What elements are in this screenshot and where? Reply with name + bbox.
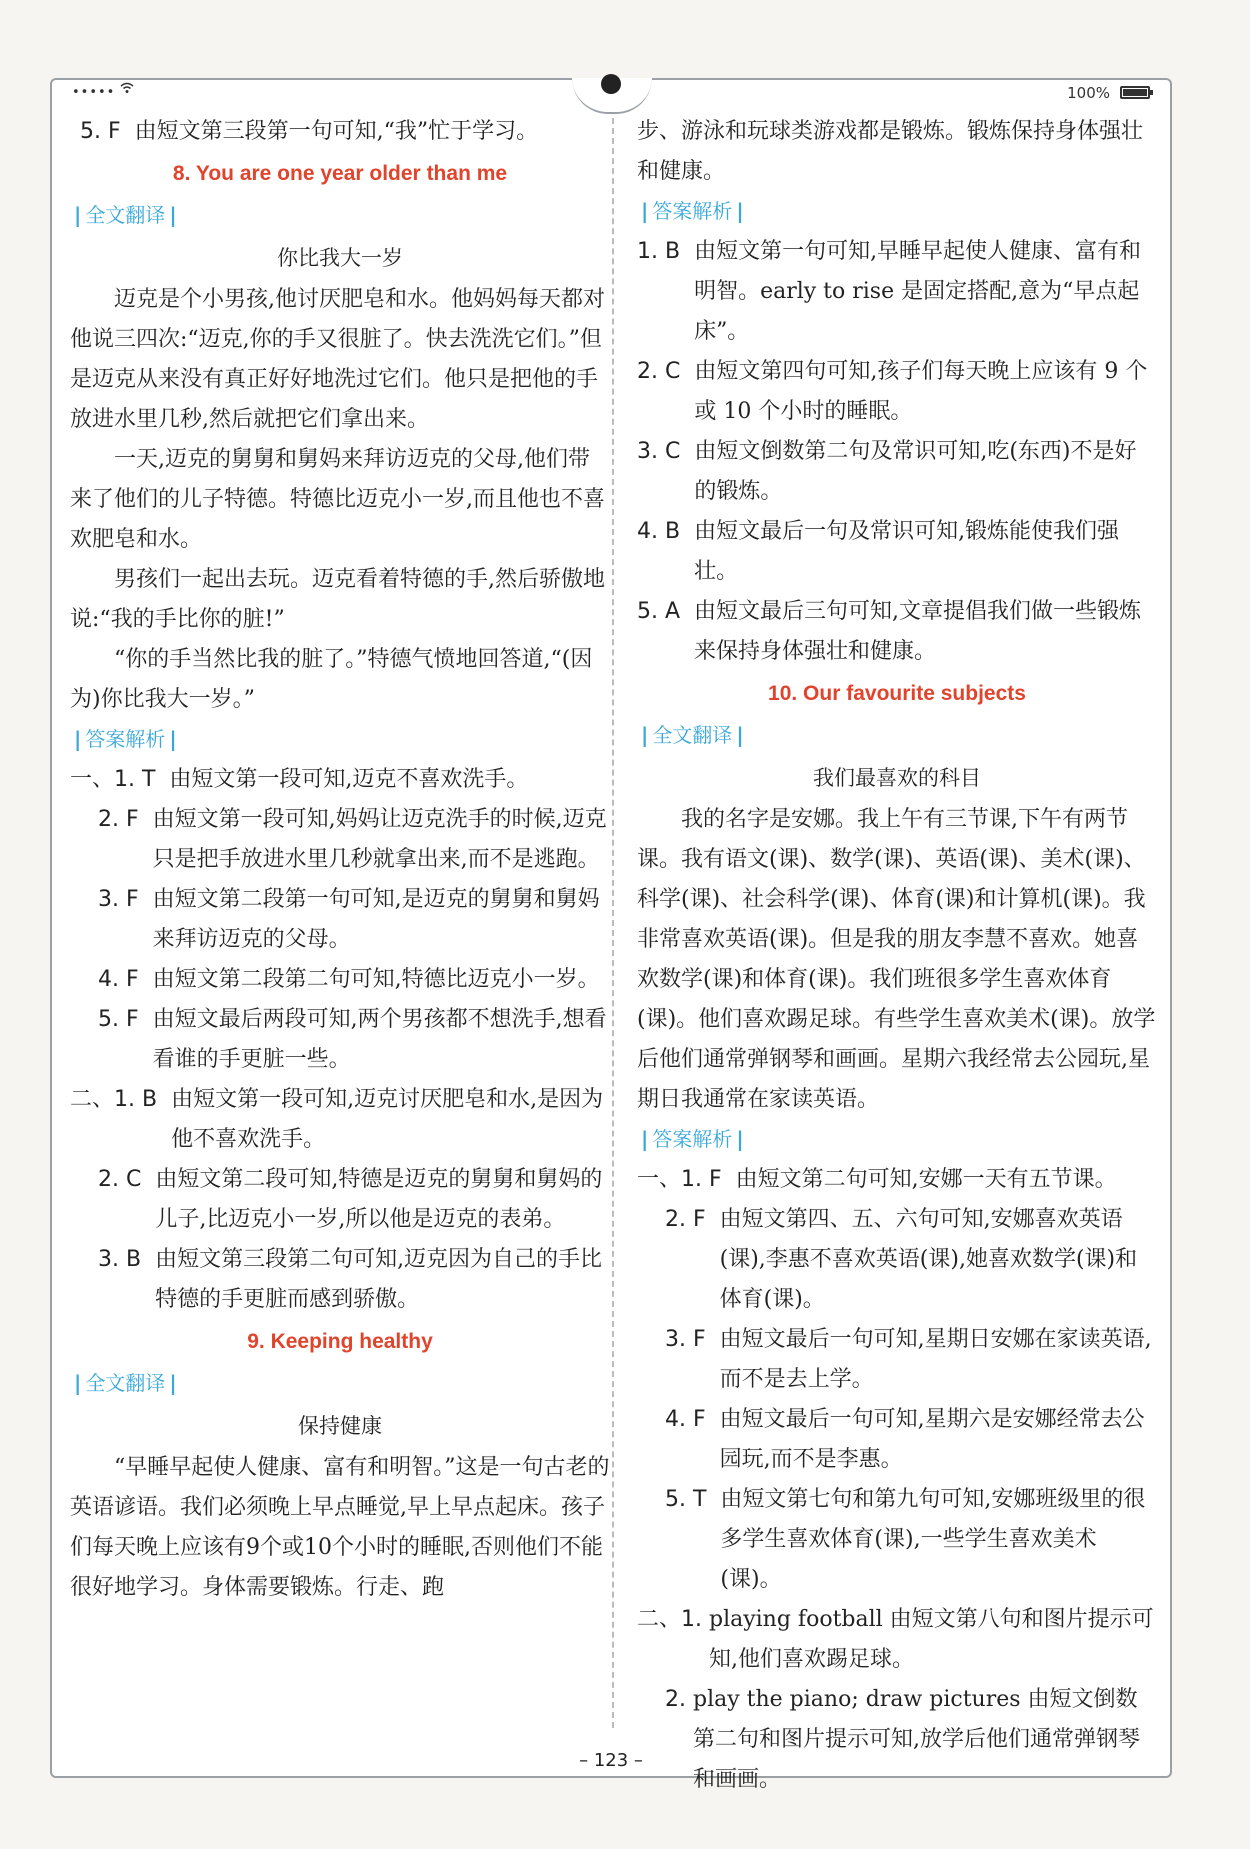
answer-key: 5. F <box>98 1007 153 1032</box>
answer-item <box>637 432 1157 512</box>
answer-item <box>70 960 610 1000</box>
answer-text: 由短文第一句可知,早睡早起使人健康、富有和明智。early to rise 是固定搭配,意为“早点起床”。 <box>694 239 1142 344</box>
answer-text: 由短文最后三句可知,文章提倡我们做一些锻炼来保持身体强壮和健康。 <box>694 599 1142 664</box>
answer-text: 由短文第二段可知,特德是迈克的舅舅和舅妈的儿子,比迈克小一岁,所以他是迈克的表弟。 <box>155 1167 603 1232</box>
answer-key: 4. F <box>665 1407 720 1432</box>
page-frame <box>50 78 1172 1792</box>
answer-item <box>637 1600 1157 1680</box>
answer-text: 由短文第四、五、六句可知,安娜喜欢英语(课),李惠不喜欢英语(课),她喜欢数学(课)和体育(课)。 <box>719 1207 1138 1312</box>
paragraph: 迈克是个小男孩,他讨厌肥皂和水。他妈妈每天都对他说三四次:“迈克,你的手又很脏了。快去洗洗它们。”但是迈克从来没有真正好好地洗过它们。他只是把他的手放进水里几秒,然后就把它们拿出来。 <box>70 287 605 432</box>
section-title-cn: 你比我大一岁 <box>277 246 403 270</box>
answer-key: 2. <box>665 1687 693 1712</box>
answer-item <box>637 592 1157 672</box>
page-number: – 123 – <box>579 1750 643 1771</box>
paragraph: 步、游泳和玩球类游戏都是锻炼。锻炼保持身体强壮和健康。 <box>637 119 1144 184</box>
battery-percentage: 100% <box>1067 84 1110 102</box>
answer-text: play the piano; draw pictures 由短文倒数第二句和图片提示可知,放学后他们通常弹钢琴和画画。 <box>692 1687 1140 1792</box>
answer-key: 二、1. <box>637 1607 709 1632</box>
answer-key: 1. B <box>637 239 695 264</box>
answer-item <box>70 880 610 960</box>
answer-item <box>637 1320 1157 1400</box>
answer-item <box>637 1680 1157 1800</box>
right-column <box>637 112 1157 1800</box>
status-bar <box>52 80 1170 108</box>
paragraph: 男孩们一起出去玩。迈克看着特德的手,然后骄傲地说:“我的手比你的脏!” <box>70 567 605 632</box>
section-title-en: 8. You are one year older than me <box>172 162 508 185</box>
answer-item <box>70 1160 610 1240</box>
section-title-cn: 保持健康 <box>298 1414 382 1438</box>
answer-key: 4. F <box>98 967 153 992</box>
section-title-cn: 我们最喜欢的科目 <box>813 766 981 790</box>
answer-text: 由短文第三段第一句可知,“我”忙于学习。 <box>134 119 539 144</box>
answer-text: 由短文第三段第二句可知,迈克因为自己的手比特德的手更脏而感到骄傲。 <box>155 1247 603 1312</box>
answer-item <box>70 1080 610 1160</box>
answer-key: 3. F <box>665 1327 720 1352</box>
answer-item <box>637 232 1157 352</box>
answer-text: 由短文第四句可知,孩子们每天晚上应该有 9 个或 10 个小时的睡眠。 <box>694 359 1148 424</box>
answer-text: 由短文第一段可知,迈克讨厌肥皂和水,是因为他不喜欢洗手。 <box>171 1087 604 1152</box>
answer-key: 2. F <box>665 1207 720 1232</box>
left-column <box>70 112 610 1608</box>
answer-key: 3. B <box>98 1247 156 1272</box>
answer-item <box>637 1160 1157 1200</box>
answer-key: 5. A <box>637 599 695 624</box>
answer-key: 一、1. T <box>70 767 170 792</box>
answer-key: 2. C <box>637 359 695 384</box>
answers-tag: | 答案解析 | <box>641 1127 744 1151</box>
answer-item <box>70 760 610 800</box>
answer-text: playing football 由短文第八句和图片提示可知,他们喜欢踢足球。 <box>708 1607 1154 1672</box>
answer-item <box>70 112 610 152</box>
answer-text: 由短文最后一句可知,星期日安娜在家读英语,而不是去上学。 <box>719 1327 1152 1392</box>
answer-item <box>637 512 1157 592</box>
paragraph: 一天,迈克的舅舅和舅妈来拜访迈克的父母,他们带来了他们的儿子特德。特德比迈克小一岁,而且他也不喜欢肥皂和水。 <box>70 447 605 552</box>
battery-icon <box>1120 86 1150 99</box>
wifi-icon <box>120 82 134 98</box>
answer-key: 二、1. B <box>70 1087 172 1112</box>
answer-text: 由短文第七句和第九句可知,安娜班级里的很多学生喜欢体育(课),一些学生喜欢美术(课)。 <box>720 1487 1146 1592</box>
answer-text: 由短文第二段第一句可知,是迈克的舅舅和舅妈来拜访迈克的父母。 <box>152 887 600 952</box>
answer-item <box>70 1000 610 1080</box>
answers-tag: | 答案解析 | <box>641 199 744 223</box>
answer-text: 由短文第二句可知,安娜一天有五节课。 <box>735 1167 1117 1192</box>
paragraph: 我的名字是安娜。我上午有三节课,下午有两节课。我有语文(课)、数学(课)、英语(课)、美术(课)、科学(课)、社会科学(课)、体育(课)和计算机(课)。我非常喜欢英语(课)。但是我的朋友李慧不喜欢。她喜欢数学(课)和体育(课)。我们班很多学生喜欢体育(课)。他们喜欢踢足球。有些学生喜欢美术(课)。放学后他们通常弹钢琴和画画。星期六我经常去公园玩,星期日我通常在家读英语。 <box>637 807 1156 1112</box>
answer-text: 由短文第二段第二句可知,特德比迈克小一岁。 <box>152 967 600 992</box>
answer-key: 2. C <box>98 1167 156 1192</box>
column-divider <box>612 118 614 1728</box>
answer-key: 4. B <box>637 519 695 544</box>
answer-item <box>637 352 1157 432</box>
answer-item <box>637 1480 1157 1600</box>
translation-tag: | 全文翻译 | <box>641 723 744 747</box>
answer-key: 一、1. F <box>637 1167 736 1192</box>
answer-item <box>637 1200 1157 1320</box>
answer-text: 由短文倒数第二句及常识可知,吃(东西)不是好的锻炼。 <box>694 439 1137 504</box>
paragraph: “你的手当然比我的脏了。”特德气愤地回答道,“(因为)你比我大一岁。” <box>70 647 593 712</box>
answer-item <box>70 1240 610 1320</box>
answer-text: 由短文第一段可知,迈克不喜欢洗手。 <box>169 767 529 792</box>
answer-key: 5. T <box>665 1487 721 1512</box>
section-title-en: 10. Our favourite subjects <box>768 682 1026 705</box>
translation-tag: | 全文翻译 | <box>74 203 177 227</box>
translation-tag: | 全文翻译 | <box>74 1371 177 1395</box>
answer-item <box>637 1400 1157 1480</box>
section-title-en: 9. Keeping healthy <box>247 1330 433 1353</box>
answer-text: 由短文最后一句及常识可知,锻炼能使我们强壮。 <box>694 519 1120 584</box>
answers-tag: | 答案解析 | <box>74 727 177 751</box>
answer-item <box>70 800 610 880</box>
answer-text: 由短文最后两段可知,两个男孩都不想洗手,想看看谁的手更脏一些。 <box>152 1007 607 1072</box>
signal-icon: ••••• <box>72 85 116 100</box>
camera-dot <box>601 74 621 94</box>
answer-text: 由短文最后一句可知,星期六是安娜经常去公园玩,而不是李惠。 <box>719 1407 1145 1472</box>
paragraph: “早睡早起使人健康、富有和明智。”这是一句古老的英语谚语。我们必须晚上早点睡觉,早上早点起床。孩子们每天晚上应该有9个或10个小时的睡眠,否则他们不能很好地学习。身体需要锻炼。行走、跑 <box>70 1455 610 1600</box>
answer-key: 3. F <box>98 887 153 912</box>
answer-key: 3. C <box>637 439 695 464</box>
answer-key: 2. F <box>98 807 153 832</box>
answer-text: 由短文第一段可知,妈妈让迈克洗手的时候,迈克只是把手放进水里几秒就拿出来,而不是逃跑。 <box>152 807 607 872</box>
answer-key: 5. F <box>80 119 135 144</box>
